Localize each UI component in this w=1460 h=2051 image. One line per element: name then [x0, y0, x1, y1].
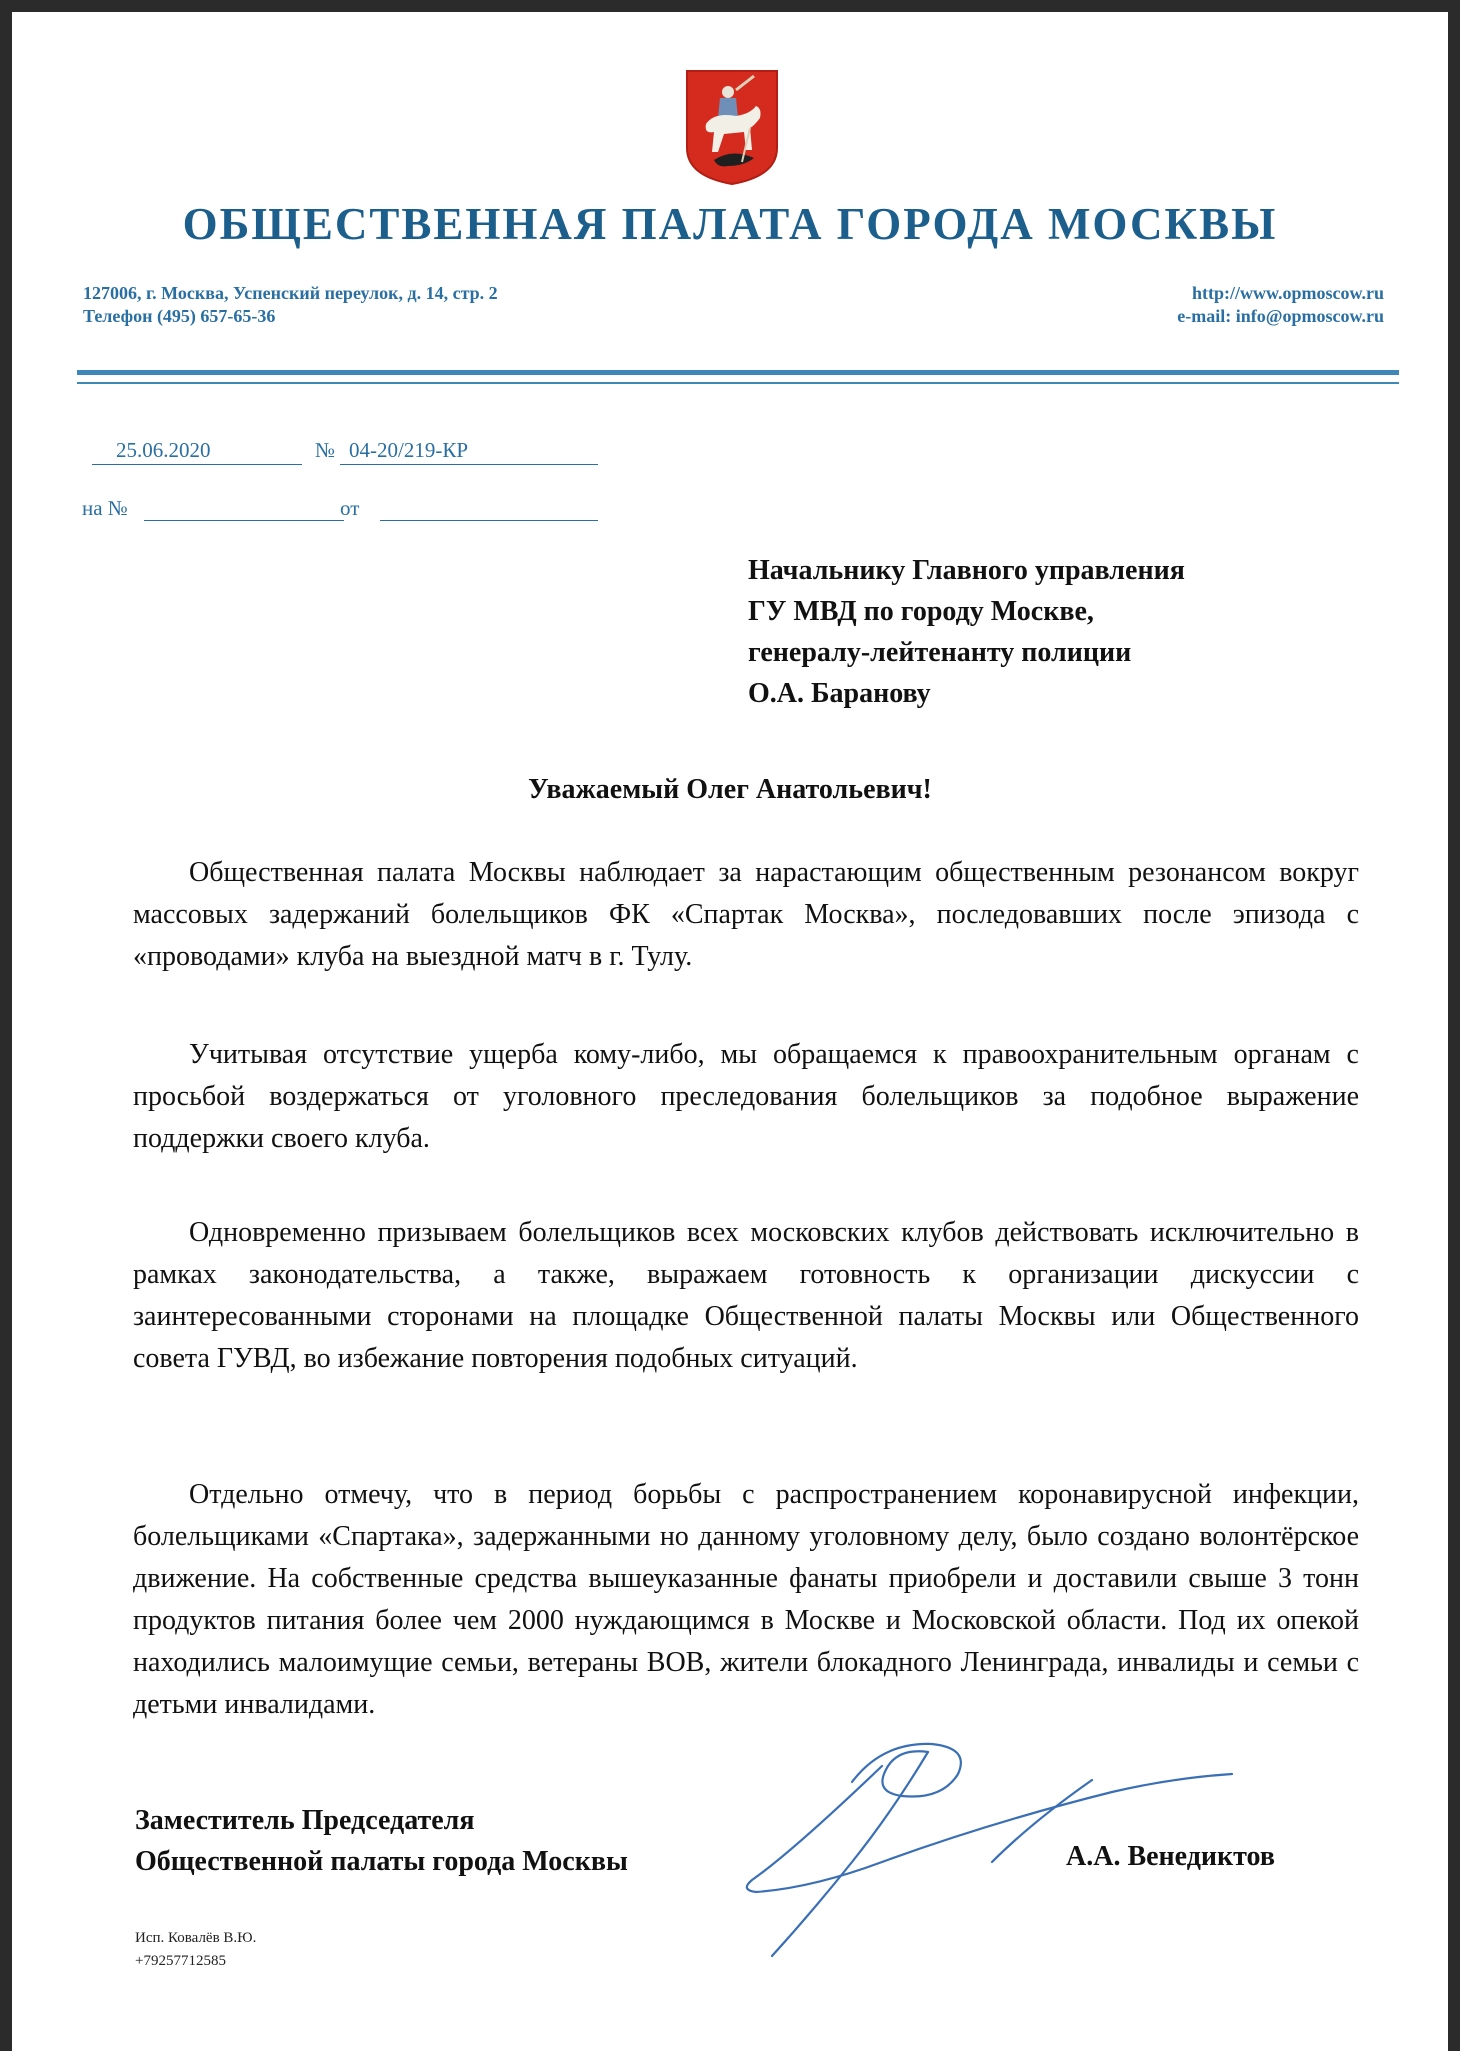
reply-number-label: на №: [82, 496, 128, 520]
body-paragraph: Общественная палата Москвы наблюдает за нарастающим общественным резонансом вокруг массовых задержаний болельщиков ФК «Спартак Москва», последовавших после эпизода с «проводами» клуба на выездной матч в г. Тулу.: [133, 857, 1359, 972]
reply-from-underline: [380, 519, 598, 521]
addressee-line: ГУ МВД по городу Москве,: [748, 596, 1094, 627]
signatory-position: [135, 1800, 628, 1882]
body-paragraph: Одновременно призываем болельщиков всех московских клубов действовать исключительно в рамках законодательства, а также, выражаем готовность к организации дискуссии с заинтересованными сторонами на площадке Общественной палаты Москвы или Общественного совета ГУВД, во избежание повторения подобных ситуаций.: [133, 1217, 1359, 1374]
body-paragraph: Учитывая отсутствие ущерба кому-либо, мы обращаемся к правоохранительным органам с просьбой воздержаться от уголовного преследования болельщиков за подобное выражение поддержки своего клуба.: [133, 1039, 1359, 1154]
organization-website[interactable]: http://www.opmoscow.ru: [1191, 283, 1384, 303]
contact-block-right: [1177, 282, 1384, 328]
reply-from-label: от: [340, 496, 360, 520]
reply-number-underline: [144, 519, 344, 521]
greeting: Уважаемый Олег Анатольевич!: [528, 774, 932, 805]
signatory-position-line: Общественной палаты города Москвы: [135, 1846, 628, 1877]
date-underline: [92, 463, 302, 465]
addressee-block: [748, 550, 1185, 714]
executor-block: [135, 1927, 256, 1973]
contact-block-left: [83, 282, 498, 328]
number-underline: [340, 463, 598, 465]
signatory-position-line: Заместитель Председателя: [135, 1805, 475, 1836]
organization-title: ОБЩЕСТВЕННАЯ ПАЛАТА ГОРОДА МОСКВЫ: [182, 199, 1278, 249]
outgoing-number-label: №: [315, 438, 336, 462]
addressee-line: Начальнику Главного управления: [748, 555, 1185, 586]
organization-phone: Телефон (495) 657-65-36: [83, 306, 276, 326]
signatory-name: А.А. Венедиктов: [1066, 1841, 1275, 1872]
organization-email[interactable]: e-mail: info@opmoscow.ru: [1177, 306, 1384, 326]
letter-sheet: [12, 12, 1448, 2051]
outgoing-date: 25.06.2020: [116, 438, 211, 462]
addressee-line: генералу-лейтенанту полиции: [748, 637, 1132, 668]
organization-address: 127006, г. Москва, Успенский переулок, д. 14, стр. 2: [83, 283, 498, 303]
addressee-name: О.А. Баранову: [748, 678, 931, 709]
body-paragraph: Отдельно отмечу, что в период борьбы с распространением коронавирусной инфекции, болельщиками «Спартака», задержанными но данному уголовному делу, было создано волонтёрское движение. На собственные средства вышеуказанные фанаты приобрели и доставили свыше 3 тонн продуктов питания более чем 2000 нуждающимся в Москве и Московской области. Под их опекой находились малоимущие семьи, ветераны ВОВ, жители блокадного Ленинграда, инвалиды и семьи с детьми инвалидами.: [133, 1479, 1359, 1720]
moscow-coat-of-arms-icon: [684, 68, 780, 186]
outgoing-number: 04-20/219-КР: [349, 438, 469, 462]
executor-phone: +79257712585: [135, 1953, 226, 1969]
executor-name: Исп. Ковалёв В.Ю.: [135, 1930, 257, 1946]
header-divider-thin: [77, 382, 1399, 384]
header-divider-thick: [77, 370, 1399, 375]
